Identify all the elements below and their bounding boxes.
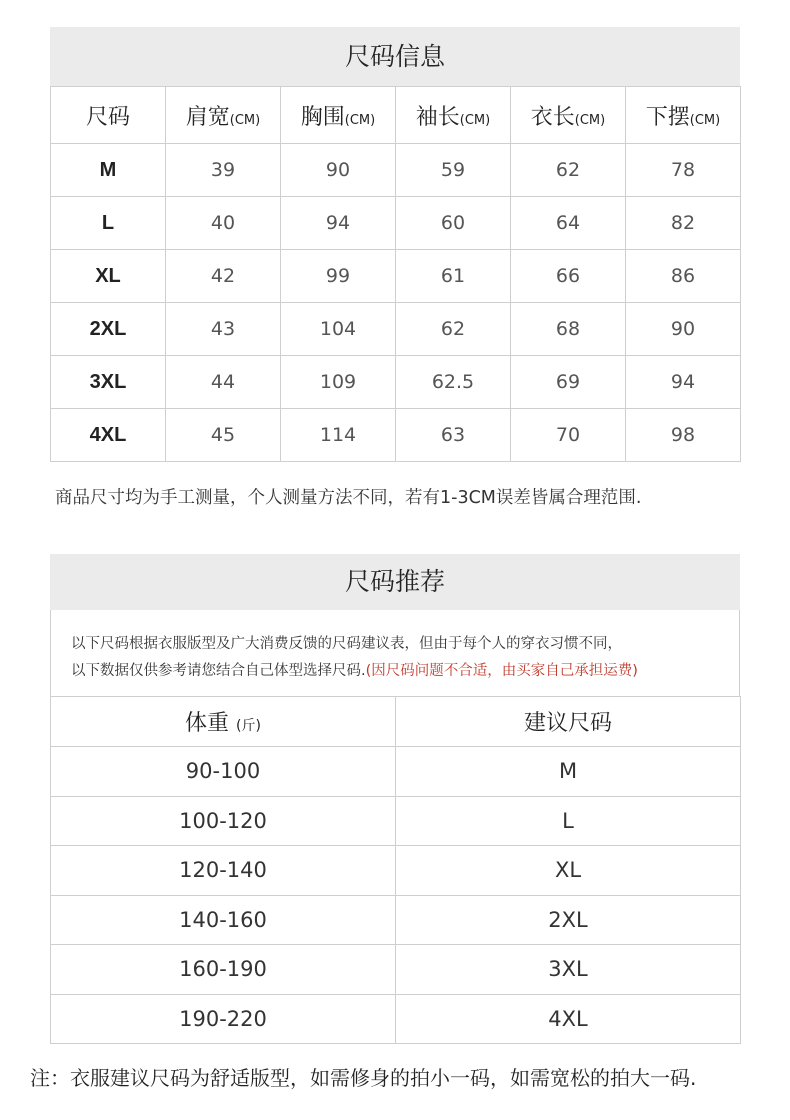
header-weight: 体重 (斤) <box>51 697 396 747</box>
table-row <box>51 945 741 995</box>
size-cell: XL <box>51 250 166 303</box>
length-cell: 68 <box>511 303 626 356</box>
shoulder-cell: 40 <box>166 197 281 250</box>
recommended-size-cell: L <box>396 796 741 846</box>
table-row <box>51 197 741 250</box>
header-length: 衣长(CM) <box>511 87 626 144</box>
size-info-table <box>50 86 741 462</box>
table-row <box>51 356 741 409</box>
sleeve-cell: 63 <box>396 409 511 462</box>
description-line-2 <box>71 658 739 685</box>
shoulder-cell: 42 <box>166 250 281 303</box>
shoulder-cell: 44 <box>166 356 281 409</box>
size-table-header-row <box>51 87 741 144</box>
table-row <box>51 747 741 797</box>
table-row <box>51 895 741 945</box>
header-size: 尺码 <box>51 87 166 144</box>
hem-cell: 90 <box>626 303 741 356</box>
length-cell: 64 <box>511 197 626 250</box>
description-line-1: 以下尺码根据衣服版型及广大消费反馈的尺码建议表，但由于每个人的穿衣习惯不同， <box>71 636 622 652</box>
table-row <box>51 994 741 1044</box>
size-info-title: 尺码信息 <box>50 27 740 86</box>
recommended-size-cell: XL <box>396 846 741 896</box>
weight-cell: 90-100 <box>51 747 396 797</box>
weight-cell: 100-120 <box>51 796 396 846</box>
header-sleeve: 袖长(CM) <box>396 87 511 144</box>
weight-cell: 190-220 <box>51 994 396 1044</box>
sleeve-cell: 59 <box>396 144 511 197</box>
hem-cell: 98 <box>626 409 741 462</box>
size-reco-table <box>50 696 741 1044</box>
hem-cell: 82 <box>626 197 741 250</box>
reco-table-header-row <box>51 697 741 747</box>
chest-cell: 104 <box>281 303 396 356</box>
sleeve-cell: 60 <box>396 197 511 250</box>
size-cell: M <box>51 144 166 197</box>
sleeve-cell: 62.5 <box>396 356 511 409</box>
shoulder-cell: 45 <box>166 409 281 462</box>
weight-cell: 140-160 <box>51 895 396 945</box>
size-cell: 2XL <box>51 303 166 356</box>
recommended-size-cell: 4XL <box>396 994 741 1044</box>
chest-cell: 114 <box>281 409 396 462</box>
recommended-size-cell: M <box>396 747 741 797</box>
length-cell: 66 <box>511 250 626 303</box>
header-recommended-size: 建议尺码 <box>396 697 741 747</box>
shoulder-cell: 39 <box>166 144 281 197</box>
chest-cell: 109 <box>281 356 396 409</box>
size-cell: 4XL <box>51 409 166 462</box>
table-row <box>51 250 741 303</box>
recommended-size-cell: 2XL <box>396 895 741 945</box>
table-row <box>51 409 741 462</box>
length-cell: 69 <box>511 356 626 409</box>
header-chest: 胸围(CM) <box>281 87 396 144</box>
size-reco-description <box>50 610 740 696</box>
table-row <box>51 846 741 896</box>
weight-cell: 120-140 <box>51 846 396 896</box>
recommended-size-cell: 3XL <box>396 945 741 995</box>
fit-advice-note: 注：衣服建议尺码为舒适版型，如需修身的拍小一码，如需宽松的拍大一码. <box>30 1066 697 1090</box>
sleeve-cell: 61 <box>396 250 511 303</box>
table-row <box>51 303 741 356</box>
header-shoulder: 肩宽(CM) <box>166 87 281 144</box>
measurement-note: 商品尺寸均为手工测量，个人测量方法不同，若有1-3CM误差皆属合理范围. <box>55 488 642 508</box>
hem-cell: 94 <box>626 356 741 409</box>
hem-cell: 78 <box>626 144 741 197</box>
header-hem: 下摆(CM) <box>626 87 741 144</box>
size-cell: L <box>51 197 166 250</box>
length-cell: 62 <box>511 144 626 197</box>
hem-cell: 86 <box>626 250 741 303</box>
table-row <box>51 144 741 197</box>
chest-cell: 94 <box>281 197 396 250</box>
size-cell: 3XL <box>51 356 166 409</box>
size-reco-title: 尺码推荐 <box>50 554 740 610</box>
weight-cell: 160-190 <box>51 945 396 995</box>
description-line-2-text: 以下数据仅供参考请您结合自己体型选择尺码. <box>71 663 366 679</box>
chest-cell: 90 <box>281 144 396 197</box>
chest-cell: 99 <box>281 250 396 303</box>
shoulder-cell: 43 <box>166 303 281 356</box>
sleeve-cell: 62 <box>396 303 511 356</box>
shipping-warning: (因尺码问题不合适，由买家自己承担运费) <box>365 663 638 679</box>
length-cell: 70 <box>511 409 626 462</box>
table-row <box>51 796 741 846</box>
